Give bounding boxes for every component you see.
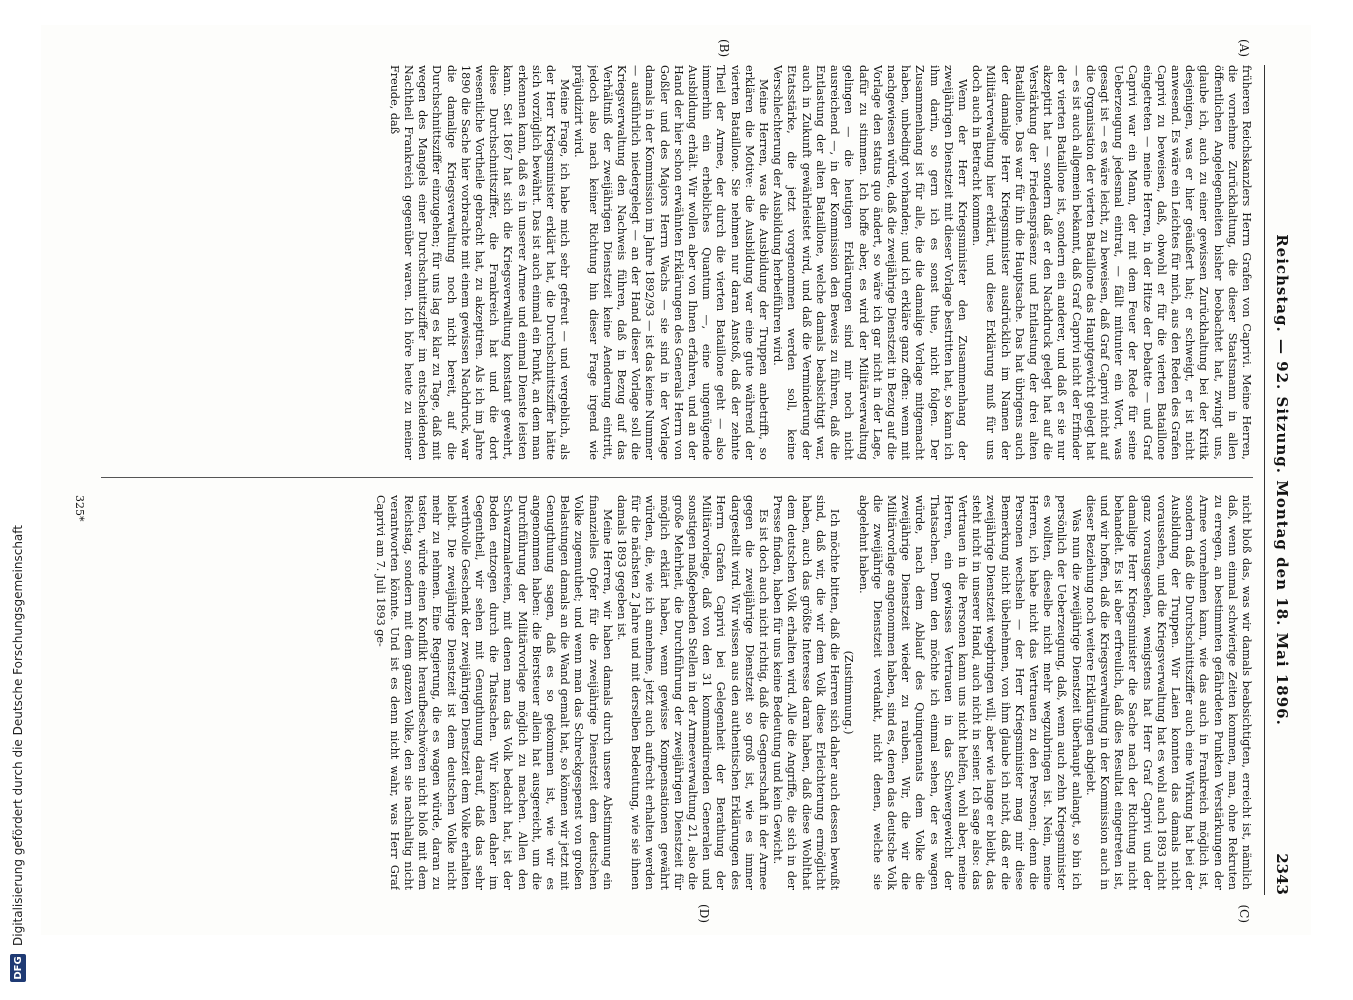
- paragraph: Ich möchte bitten, daß die Herren sich daher auch dessen bewußt sind, daß wir, die wir dem Volk diese Erleichterung ermöglicht haben, auch das größte Interesse daran haben, daß diese Wohlthat dem deutschen Volk erhalten wird. Alle die Angriffe, die sich in der Presse finden, haben für uns keine Bedeutung und kein Gewicht.: [771, 495, 842, 890]
- column-divider: [101, 477, 1253, 478]
- digitisation-sidebar: [8, 2, 28, 982]
- paragraph: früheren Reichskanzlers Herrn Grafen von Caprivi. Meine Herren, die vornehme Zurückhaltung, die dieser Staatsmann in allen öffentlichen Angelegenheiten bisher beobachtet hat, zwingt uns, glaube ich, auch zu einer gewissen Zurückhaltung bei der Kritik desjenigen, was er hier geäußert hat; er schweigt, er ist nicht anwesend. Es wäre ein Leichtes für mich, aus den Reden des Grafen Caprivi zu beweisen, daß, obwohl er für die vierten Bataillone eingetreten — meine Herren, in der Hitze der Debatte — und Graf Caprivi war ein Mann, der mit dem Feuer der Rede für seine Ueberzeugung jedesmal eintrat, — fällt mitunter ein Wort, was gesagt ist — es wäre leicht, zu beweisen, daß Graf Caprivi nicht auf die Organisation der vierten Bataillone das Hauptgewicht gelegt hat — es ist auch allgemein bekannt, daß Graf Caprivi nicht der Erfinder der vierten Bataillone ist, sondern ein anderer, und daß er sie nur akzeptirt hat — sondern daß er den Nachdruck gelegt hat auf die Verstärkung der Friedenspräsenz und Entlastung der drei alten Bataillone. Das war für ihn die Hauptsache. Das hat übrigens auch der damalige Herr Kriegsminister ausdrücklich im Namen der Militärverwaltung hier erklärt, und diese Erklärung muß für uns doch auch in Betracht kommen.: [970, 65, 1253, 460]
- dfg-logo: DFG: [10, 954, 26, 982]
- signature-mark: 325*: [73, 495, 86, 522]
- paragraph: Es ist doch auch nicht richtig, daß die Gegnerschaft in der Armee gegen die zweijährige Dienstzeit so groß ist, wie es immer dargestellt wird. Wir wissen aus den authentischen Erklärungen des Herrn Grafen Caprivi bei Gelegenheit der Berathung der Militärvorlage, daß von den 31 kommandirenden Generalen und sonstigen maßgebenden Stellen in der Armeeverwaltung 21, also die große Mehrheit, die Durchführung der zweijährigen Dienstzeit für möglich erklärt haben, wenn gewisse Kompensationen gewährt würden, die, wie ich annehme, jetzt auch aufrecht erhalten werden für die nächsten 2 Jahre und mit derselben Bedeutung, wie sie ihnen damals 1893 gegeben ist.: [615, 495, 771, 890]
- margin-marker-d: (D): [697, 904, 711, 923]
- right-column: [101, 495, 1253, 890]
- margin-marker-a: (A): [1237, 39, 1251, 58]
- interjection: (Zustimmung.): [842, 650, 856, 735]
- page-header: [1264, 65, 1291, 895]
- digitisation-note: Digitalisierung gefördert durch die Deutsche Forschungsgemeinschaft: [11, 524, 25, 946]
- paragraph: Meine Herren, wir haben damals durch unsere Abstimmung ein finanzielles Opfer für die zweijährige Dienstzeit dem deutschen Volke zugemuthet; und wenn man das Schreckgespenst von großen Belastungen damals an die Wand gemalt hat, so können wir jetzt mit Genugthuung sagen, daß es so gekommen ist, wie wir es angenommen haben: die Biersteuer allein hat ausgereicht, um die Durchführung der Militärvorlage möglich zu machen. Allen den Schwarzmalereien, mit denen man das Volk bedacht hat, ist der Boden entzogen durch die Thatsachen. Wir können daher im Gegentheil, wir sehen mit Genugthuung darauf, daß das sehr werthvolle Geschenk der zweijährigen Dienstzeit dem Volke erhalten bleibt. Die zweijährige Dienstzeit ist dem deutschen Volke nicht mehr zu nehmen. Eine Regierung, die es wagen würde, daran zu tasten, würde einen Konflikt heraufbeschwören nicht bloß mit dem Reichstag, sondern mit dem ganzen Volke, den sie nachhaltig nicht verantworten könnte. Und ist es denn nicht wahr, was Herr Graf Caprivi am 7. Juli 1893 ge-: [373, 495, 614, 890]
- margin-marker-c: (C): [1237, 904, 1251, 923]
- paragraph: Meine Herren, was die Ausbildung der Truppen anbetrifft, so erklären die Motive: die Ausbildung war eine gute während der vierten Bataillone. Sie nehmen nur daran Anstoß, daß der zehnte Theil der Armee, der durch die vierten Bataillone geht — also immerhin ein erhebliches Quantum —, eine ungenügende Ausbildung erhält. Wir wollen aber von Ihnen erfahren, und an der Hand der hier schon erwähnten Erklärungen des Generals Herrn von Goßler und des Majors Herrn Wachs — sie sind in der Vorlage damals in der Kommission im Jahre 1892/93 — ist das keine Nummer — ausführlich niedergelegt — an der Hand dieser Vorlage soll die Kriegsverwaltung den Nachweis führen, daß in Bezug auf das Verhältniß der zweijährigen Dienstzeit keine Aenderung eintritt, jedoch also nach keiner Richtung hin dieser Frage irgend wie präjudizirt wird.: [572, 65, 771, 460]
- page-number: 2343: [1273, 853, 1291, 895]
- left-column: [101, 65, 1253, 460]
- page-title: Reichstag. — 92. Sitzung. Montag den 18. Mai 1896.: [1273, 234, 1291, 726]
- paragraph: Wenn der Herr Kriegsminister den Zusammenhang der zweijährigen Dienstzeit mit dieser Vorlage bestritten hat, so kann ich ihm darin, so gern ich es sonst thue, nicht folgen. Der Zusammenhang ist für alle, die die damalige Vorlage mitgemacht haben, unbedingt vorhanden; und ich erkläre ganz offen: wenn mit nachgewiesen würde, daß die zweijährige Dienstzeit in Bezug auf die Vorlage den status quo ändert, so wäre ich gar nicht in der Lage, dafür zu stimmen. Ich hoffe aber, es wird der Militärverwaltung gelingen — die heutigen Erklärungen sind mir noch nicht ausreichend —, in der Kommission den Beweis zu führen, daß die Entlastung der alten Bataillone, welche damals beabsichtigt war, auch in Zukunft gewährleistet wird, und daß die Verminderung der Etatsstärke, die jetzt vorgenommen werden soll, keine Verschlechterung der Ausbildung herbeiführen wird.: [771, 65, 969, 460]
- paragraph: nicht bloß das, was wir damals beabsichtigten, erreicht ist, nämlich daß, wenn einmal schwierige Zeiten kommen, man, ohne Rekruten zu erregen, an bestimmten gefährdeten Punkten Verstärkungen der Armee vornehmen kann, wie das auch in Frankreich möglich ist, sondern daß die Durchschnittsziffer auch eine Wirkung hat bei der Ausbildung der Truppen. Wir Laien konnten das damals nicht voraussehen, und die Kriegsverwaltung hat es wohl auch 1893 nicht ganz vorausgesehen, wenigstens hat Herr Graf Caprivi und der damalige Herr Kriegsminister die Sache nach der Richtung nicht behandelt. Es ist aber erfreulich, daß dies Resultat eingetreten ist, und wir hoffen, daß die Kriegsverwaltung in der Kommission auch in dieser Beziehung noch weitere Erklärungen abgiebt.: [1083, 495, 1253, 890]
- margin-marker-b: (B): [717, 39, 731, 58]
- document-page: [41, 25, 1311, 935]
- paragraph: Was nun die zweijährige Dienstzeit überhaupt anlangt, so bin ich persönlich der Ueberzeugung, daß, wenn auch zehn Kriegsminister es wollten, dieselbe nicht mehr wegzubringen ist. Nein, meine Herren, ich habe nicht das Vertrauen zu den Personen; denn die Personen wechseln — der Herr Kriegsminister mag mir diese Bemerkung nicht übelnehmen, von ihm glaube ich nicht, daß er die zweijährige Dienstzeit wegbringen will; aber wie lange er bleibt, das steht nicht in unserer Hand, auch nicht in seiner. Ich sage also: das Vertrauen in die Personen kann uns nicht helfen, wohl aber, meine Herren, ein gewisses Vertrauen in das Schwergewicht der Thatsachen. Denn den möchte ich einmal sehen, der es wagen würde, nach dem Ablauf des Quinquennats dem Volke die zweijährige Dienstzeit wieder zu rauben. Wir, die wir die Militärvorlage angenommen haben, sind es, denen das deutsche Volk die zweijährige Dienstzeit verdankt, nicht denen, welche sie abgelehnt haben.: [856, 495, 1083, 890]
- paragraph: Meine Frage, ich habe mich sehr gefreut — und vergeblich, als der Herr Kriegsminister erklärt hat, die Durchschnittsziffer hätte sich vorzüglich bewährt. Das ist auch einmal ein Punkt, an dem man erkennen kann, daß es in unserer Armee und einmal Dienste leisten kann. Seit 1867 hat sich die Kriegsverwaltung konstant gewehrt, diese Durchschnittsziffer, die Frankreich hat und die dort wesentliche Vortheile gebracht hat, zu akzeptiren. Als ich im Jahre 1890 die Sache hier vorbrachte mit einem gewissen Nachdruck, war die damalige Kriegsverwaltung noch nicht bereit, auf die Durchschnittsziffer einzugehen; für uns lag es klar zu Tage, daß mit wegen des Mangels einer Durchschnittsziffer im entscheidenden Nachtheil Frankreich gegenüber waren. Ich höre heute zu meiner Freude, daß: [387, 65, 572, 460]
